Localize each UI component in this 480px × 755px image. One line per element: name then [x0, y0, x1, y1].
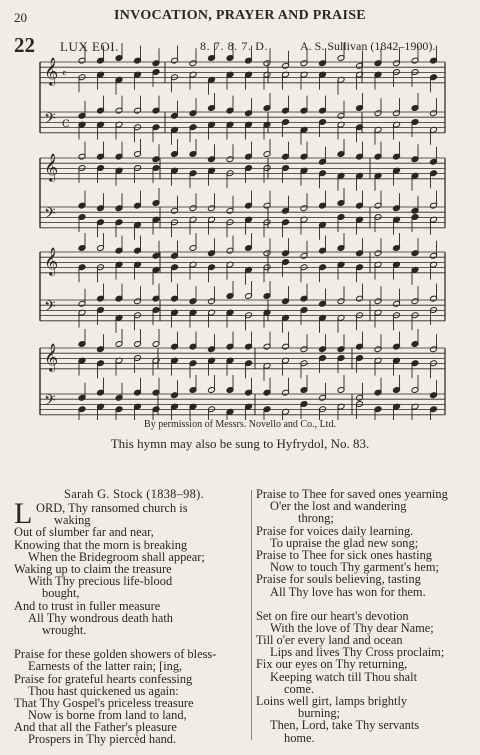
- time-signature: 𝄴: [62, 69, 67, 80]
- verse-line: Now is borne from land to land,: [28, 708, 187, 723]
- verse-line: come.: [284, 681, 314, 696]
- permission-credit: By permission of Messrs. Novello and Co., Ltd.: [144, 419, 336, 430]
- treble-clef: 𝄞: [44, 343, 59, 371]
- treble-clef: 𝄞: [44, 247, 59, 275]
- verse-line: Knowing that the morn is breaking: [14, 537, 188, 552]
- verse-line: burning;: [298, 706, 340, 721]
- verse-line: Praise to Thee for saved ones yearning: [256, 487, 448, 501]
- verse-line: Praise to Thee for sick ones hasting: [256, 547, 432, 562]
- treble-clef: 𝄞: [44, 57, 59, 85]
- verse-line: Keeping watch till Thou shalt: [270, 669, 418, 684]
- verse-line: All Thy wondrous death hath: [28, 610, 173, 625]
- bass-clef: 𝄢: [44, 205, 56, 226]
- verses-right-column: [256, 488, 468, 744]
- running-head: INVOCATION, PRAYER AND PRAISE: [114, 8, 366, 23]
- time-signature: C: [62, 119, 70, 130]
- verse-line: [256, 598, 468, 610]
- verse-line: Praise for voices daily learning.: [256, 523, 414, 538]
- verse-line: Earnests of the latter rain; [ing,: [28, 659, 183, 674]
- verse-line: throng;: [298, 511, 334, 526]
- verse-line: Set on fire our heart's devotion: [256, 608, 409, 623]
- verse-line: Praise for grateful hearts confessing: [14, 671, 193, 686]
- verse-line: That Thy Gospel's priceless treasure: [14, 695, 194, 710]
- bass-clef: 𝄢: [44, 110, 56, 131]
- meter: 8. 7. 8. 7. D.: [200, 39, 269, 53]
- verse-line: And that all the Father's pleasure: [14, 720, 177, 735]
- verses-left-column: [14, 488, 254, 746]
- verse-line: Then, Lord, take Thy servants: [270, 718, 420, 733]
- composer: A. S. Sullivan (1842–1900).: [300, 39, 436, 53]
- verse-line: Out of slumber far and near,: [14, 525, 154, 540]
- drop-cap: L: [14, 497, 33, 531]
- hymn-author: Sarah G. Stock (1838–98).: [64, 487, 204, 501]
- verse-line: With the love of Thy dear Name;: [270, 620, 434, 635]
- verse-line: With Thy precious life-blood: [28, 574, 173, 589]
- verse-line: waking: [54, 513, 91, 528]
- verse-line: All Thy love has won for them.: [270, 584, 426, 599]
- verse-line: ORD, Thy ransomed church is: [36, 501, 188, 516]
- page-number: 20: [14, 10, 27, 25]
- verse-line: Till o'er every land and ocean: [256, 633, 403, 648]
- column-divider: [251, 490, 252, 740]
- verse-line: Thou hast quickened us again:: [28, 683, 179, 698]
- verse-line: Waking up to claim the treasure: [14, 562, 172, 577]
- verse-line: home.: [284, 730, 315, 745]
- tune-name: LUX EOI.: [60, 39, 119, 54]
- verse-line: O'er the lost and wandering: [270, 499, 407, 514]
- verse-line: bought,: [42, 586, 80, 601]
- verse-line: Prospers in Thy piercèd hand.: [28, 732, 177, 747]
- hymn-number: 22: [14, 33, 35, 57]
- bass-clef: 𝄢: [44, 298, 56, 319]
- verse-line: Loins well girt, lamps brightly: [256, 694, 408, 708]
- verse-line: Lips and lives Thy Cross proclaim;: [270, 645, 445, 660]
- verse-line: Praise for these golden showers of bless-: [14, 647, 217, 662]
- verse-line: When the Bridegroom shall appear;: [28, 549, 205, 564]
- bass-clef: 𝄢: [44, 392, 56, 413]
- verse-line: Fix our eyes on Thy returning,: [256, 657, 408, 672]
- verse-line: Now to touch Thy garment's hem;: [270, 560, 439, 575]
- verse-line: And to trust in fuller measure: [14, 598, 161, 613]
- verse-line: To upraise the glad new song;: [270, 535, 419, 550]
- alternate-tune-note: This hymn may also be sung to Hyfrydol, No. 83.: [110, 436, 370, 451]
- verse-line: wrought.: [42, 622, 87, 637]
- treble-clef: 𝄞: [44, 153, 59, 181]
- verse-line: Praise for souls believing, tasting: [256, 572, 421, 587]
